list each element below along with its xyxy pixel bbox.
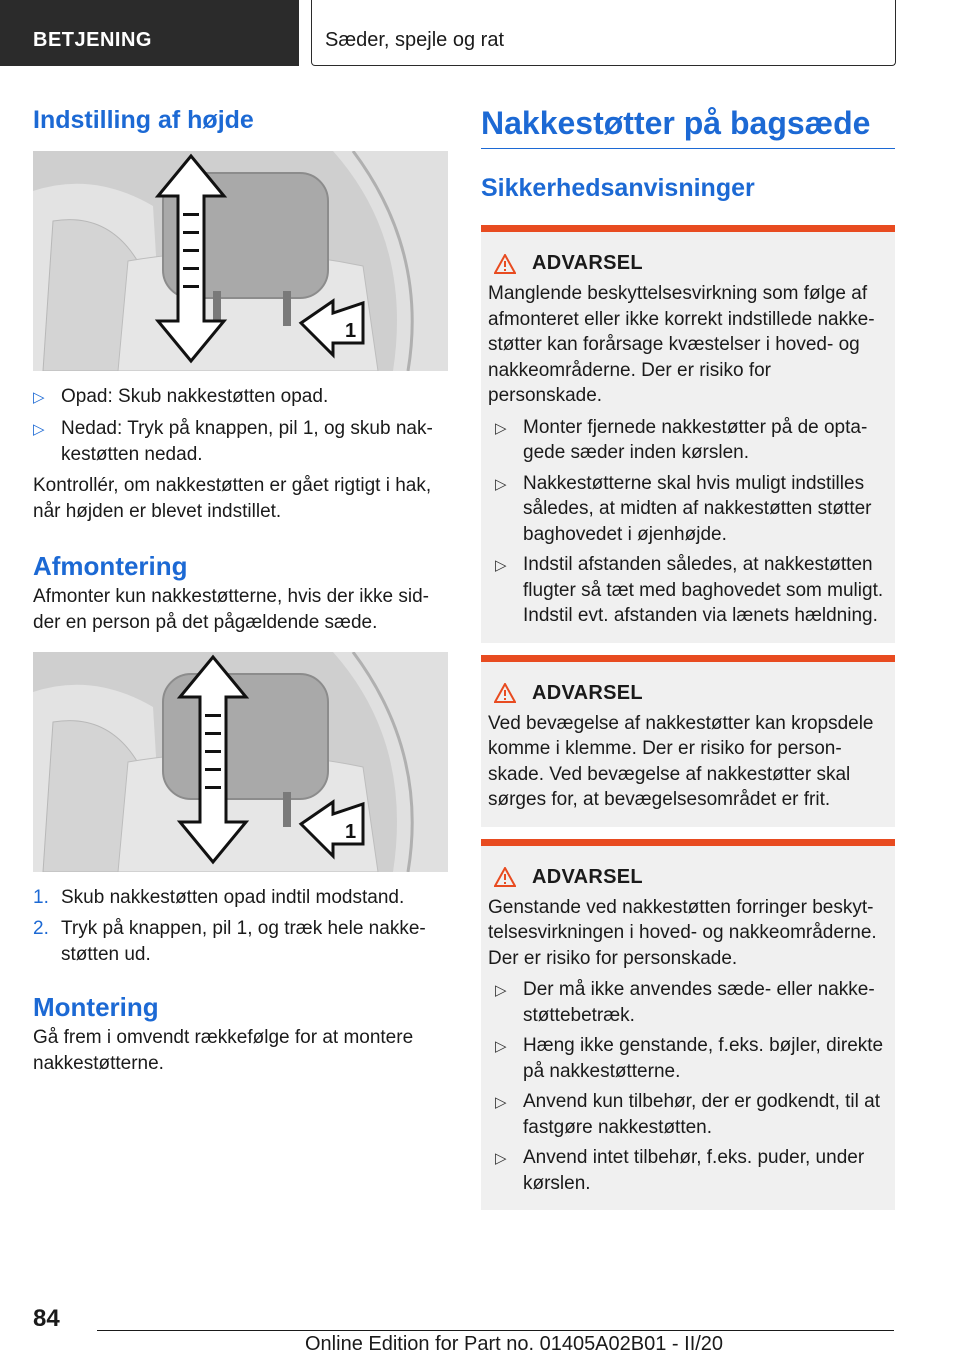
warning-triangle-icon [494, 683, 516, 703]
removal-text: Afmonter kun nakkestøtterne, hvis der ikke sidder en person på det pågældende sæde. [33, 586, 429, 634]
mounting-text: Gå frem i omvendt rækkefølge for at montere nakkestøtterne. [33, 1027, 414, 1075]
triangle-bullet-icon: ▷ [33, 389, 45, 406]
warning-box [481, 655, 895, 827]
list-item: ▷ Monter fjernede nakkestøtter på de optagede sæder inden kørslen. [495, 415, 887, 466]
headrest-height-photo [33, 151, 448, 371]
list-item: ▷ Anvend intet tilbehør, f.eks. puder, under kørslen. [495, 1145, 887, 1196]
triangle-bullet-icon: ▷ [495, 1038, 507, 1056]
list-item: ▷ Hæng ikke genstande, f.eks. bøjler, direkte på nakkestøtterne. [495, 1033, 887, 1084]
triangle-bullet-icon: ▷ [495, 1150, 507, 1168]
safety-subtitle: Sikkerhedsanvisninger [481, 174, 755, 203]
page-header [0, 0, 960, 68]
list-item: ▷ Nakkestøtterne skal hvis muligt indstilles således, at midten af nakkestøtten støtter baghovedet i øjenhøjde. [495, 471, 887, 548]
triangle-bullet-icon: ▷ [495, 419, 507, 437]
warning-box [481, 225, 895, 643]
warning-text: Genstande ved nakkestøtten forringer beskyttelsesvirkningen i hoved- og nakkeområderne. Der er risiko for personskade. [488, 896, 877, 969]
warning-label: ADVARSEL [532, 252, 643, 275]
warning-text: Ved bevægelse af nakkestøtter kan kropsdele komme i klemme. Der er risiko for personskade. Ved bevægelse af nakkestøtter skal sørges for, at bevægelsesområdet er frit. [488, 712, 874, 811]
list-item: ▷ Anvend kun tilbehør, der er godkendt, til at fastgøre nakkestøtten. [495, 1089, 887, 1140]
list-item: 1. Skub nakkestøtten opad indtil modstand. [33, 887, 405, 909]
list-item: 2. Tryk på knappen, pil 1, og træk hele nakkestøtten ud. [33, 918, 426, 966]
chapter-tab: Sæder, spejle og rat [311, 0, 896, 66]
warning-label: ADVARSEL [532, 865, 643, 888]
removal-title: Afmontering [33, 551, 188, 581]
list-item: ▷ Indstil afstanden således, at nakkestøtten flugter så tæt med baghovedet som muligt. Indstil evt. afstanden via lænets hældning. [495, 552, 887, 629]
triangle-bullet-icon: ▷ [495, 1094, 507, 1112]
list-item: ▷ Opad: Skub nakkestøtten opad. [33, 384, 448, 411]
triangle-bullet-icon: ▷ [495, 982, 507, 1000]
mounting-title: Montering [33, 992, 159, 1023]
warning-text: Manglende beskyttelsesvirkning som følge af afmonteret eller ikke korrekt indstillede nakkestøtter kan forårsage kvæstelser i hoved- og nakkeområderne. Der er risiko for personskade. [488, 283, 875, 407]
headrest-removal-photo [33, 652, 448, 872]
warning-label: ADVARSEL [532, 681, 643, 704]
page-number: 84 [33, 1305, 60, 1332]
page-title: Nakkestøtter på bagsæde [481, 104, 895, 149]
edition-footer: Online Edition for Part no. 01405A02B01 - II/20 [305, 1333, 724, 1355]
footer-divider [97, 1330, 894, 1331]
callout-1-label: 1 [345, 821, 357, 844]
triangle-bullet-icon: ▷ [495, 557, 507, 575]
height-adjust-title: Indstilling af højde [33, 106, 254, 134]
list-item: ▷ Der må ikke anvendes sæde- eller nakkestøttebetræk. [495, 977, 887, 1028]
height-note: Kontrollér, om nakkestøtten er gået rigtigt i hak, når højden er blevet indstillet. [33, 475, 432, 522]
section-tab: BETJENING [0, 0, 299, 66]
triangle-bullet-icon: ▷ [495, 475, 507, 493]
warning-triangle-icon [494, 254, 516, 274]
callout-1-label: 1 [345, 320, 357, 342]
warning-triangle-icon [494, 867, 516, 887]
list-item: ▷ Nedad: Tryk på knappen, pil 1, og skub nakkestøtten nedad. [33, 416, 448, 468]
triangle-bullet-icon: ▷ [33, 421, 45, 438]
right-column [481, 100, 895, 1210]
left-column [33, 100, 448, 1077]
warning-box [481, 839, 895, 1211]
